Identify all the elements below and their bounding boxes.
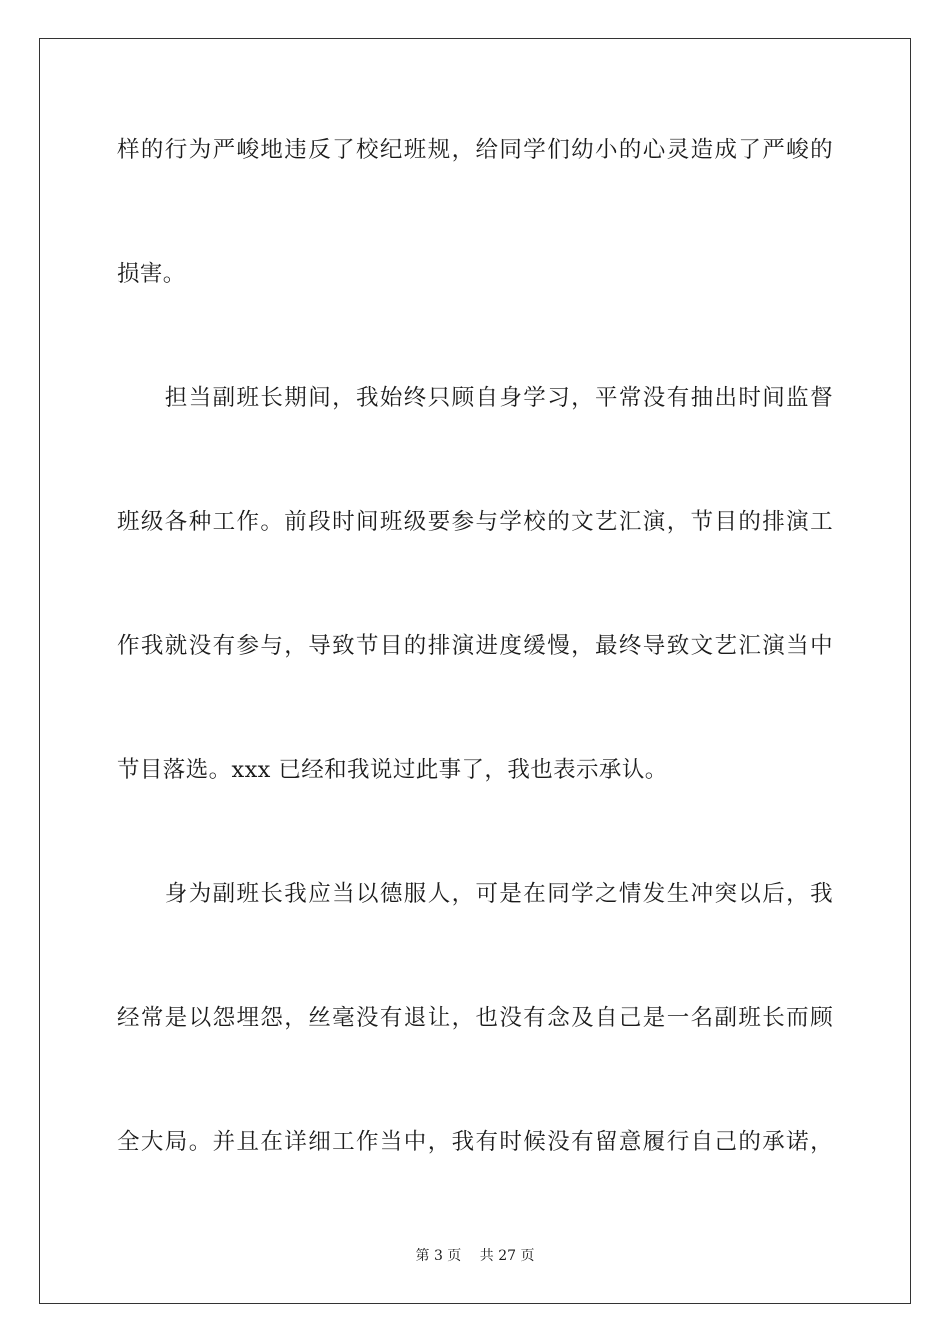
body-text-line-9: 全大局。并且在详细工作当中，我有时候没有留意履行自己的承诺， xyxy=(117,1129,833,1155)
page-number-footer: 第 3 页 共 27 页 xyxy=(415,1248,535,1264)
body-text-line-6: 节目落选。xxx 已经和我说过此事了，我也表示承认。 xyxy=(117,757,668,783)
body-text-line-4: 班级各种工作。前段时间班级要参与学校的文艺汇演，节目的排演工 xyxy=(117,509,833,535)
body-text-line-8: 经常是以怨埋怨，丝毫没有退让，也没有念及自己是一名副班长而顾 xyxy=(117,1005,833,1031)
body-text-line-7: 身为副班长我应当以德服人，可是在同学之情发生冲突以后，我 xyxy=(117,881,833,907)
body-text-line-1: 样的行为严峻地违反了校纪班规，给同学们幼小的心灵造成了严峻的 xyxy=(117,137,833,163)
body-text-line-3: 担当副班长期间，我始终只顾自身学习，平常没有抽出时间监督 xyxy=(117,385,833,411)
body-text-line-5: 作我就没有参与，导致节目的排演进度缓慢，最终导致文艺汇演当中 xyxy=(117,633,833,659)
page-border xyxy=(39,38,911,1304)
body-text-line-2: 损害。 xyxy=(117,261,186,287)
